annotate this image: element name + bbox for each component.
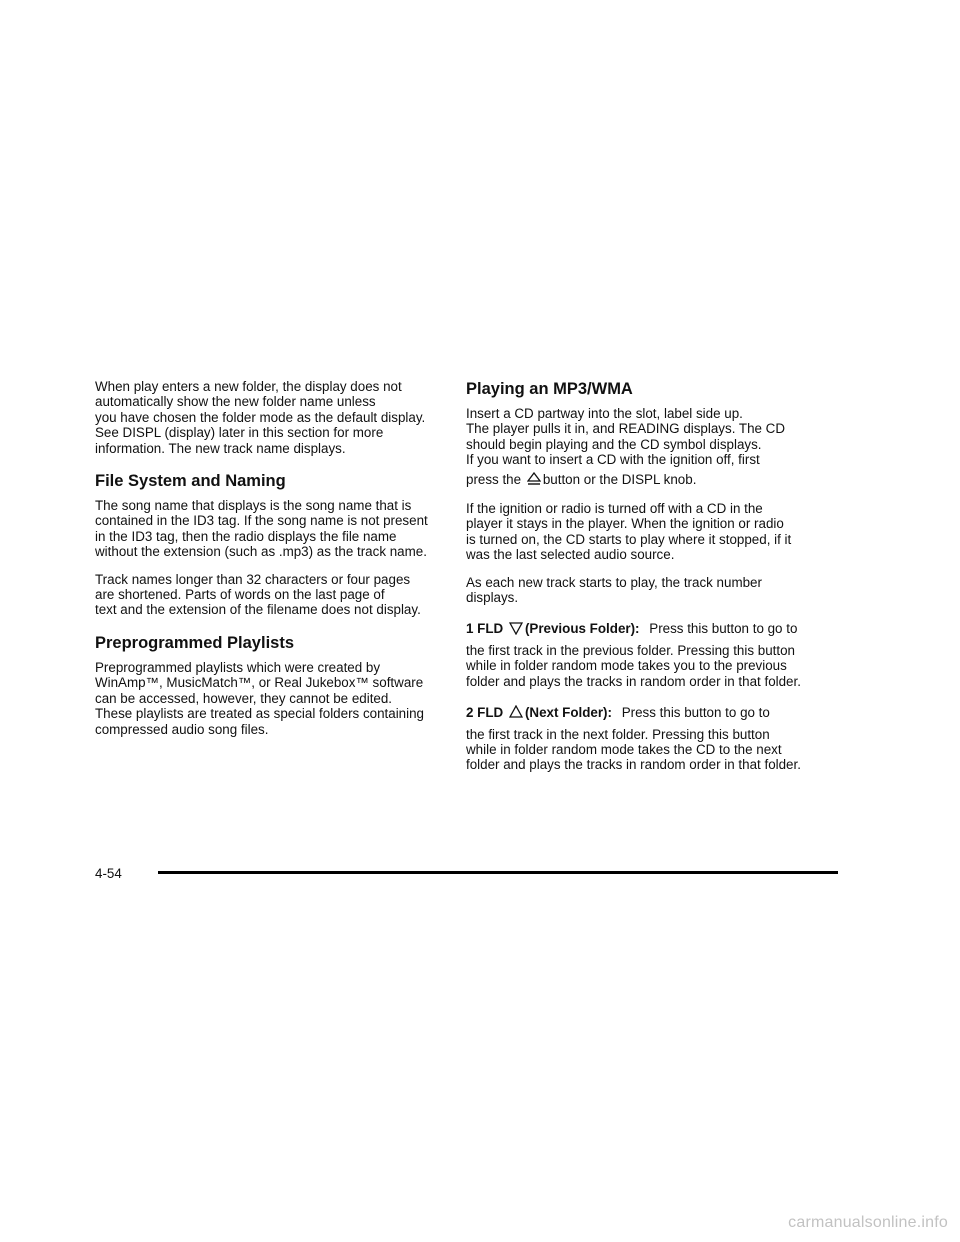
folder-up-icon <box>509 705 523 722</box>
playing-mp3-heading: Playing an MP3/WMA <box>466 380 633 398</box>
playing-paragraph-2: If the ignition or radio is turned off with a CD in the player it stays in the player. When the ignition or radio is turned on, the CD starts to play where it stopped, if it was the last selected audio source. <box>466 501 792 563</box>
footer-rule <box>158 871 838 874</box>
previous-folder-paragraph: 1 FLD (Previous Folder): Press this button to go to the first track in the previous folder. Pressing this button while in folder random mode takes you to the previous folder and plays the tracks in random order in that folder. <box>466 621 801 689</box>
playing-paragraph-1: Insert a CD partway into the slot, label side up. The player pulls it in, and READING displays. The CD should begin playing and the CD symbol displays. If you want to insert a CD with the ignition off, first press the button or the DISPL knob. <box>466 406 846 489</box>
left-column <box>95 379 463 749</box>
eject-icon <box>527 472 541 489</box>
file-system-paragraph-1: The song name that displays is the song name that is contained in the ID3 tag. If the song name is not present in the ID3 tag, then the radio displays the file name without the extension (such as .mp3) as the track name. <box>95 498 428 560</box>
page-number: 4-54 <box>95 866 122 881</box>
file-system-heading: File System and Naming <box>95 472 286 491</box>
intro-paragraph: When play enters a new folder, the display does not automatically show the new folder name unless you have chosen the folder mode as the default display. See DISPL (display) later in this section for more information. The new track name displays. <box>95 379 426 456</box>
folder-down-icon <box>509 621 523 638</box>
next-folder-paragraph: 2 FLD (Next Folder): Press this button to go to the first track in the next folder. Pressing this button while in folder random mode takes the CD to the next folder and plays the tracks in random order in that folder. <box>466 705 801 773</box>
preprogrammed-playlists-heading: Preprogrammed Playlists <box>95 633 294 652</box>
file-system-paragraph-2: Track names longer than 32 characters or four pages are shortened. Parts of words on the last page of text and the extension of the filename does not display. <box>95 571 421 618</box>
watermark: carmanualsonline.info <box>788 1214 948 1231</box>
preprogrammed-playlists-paragraph: Preprogrammed playlists which were created by WinAmp™, MusicMatch™, or Real Jukebox™ software can be accessed, however, they cannot be edited. These playlists are treated as special folders containing compressed audio song files. <box>95 659 424 737</box>
playing-paragraph-3: As each new track starts to play, the track number displays. <box>466 574 762 606</box>
right-column <box>466 379 846 785</box>
